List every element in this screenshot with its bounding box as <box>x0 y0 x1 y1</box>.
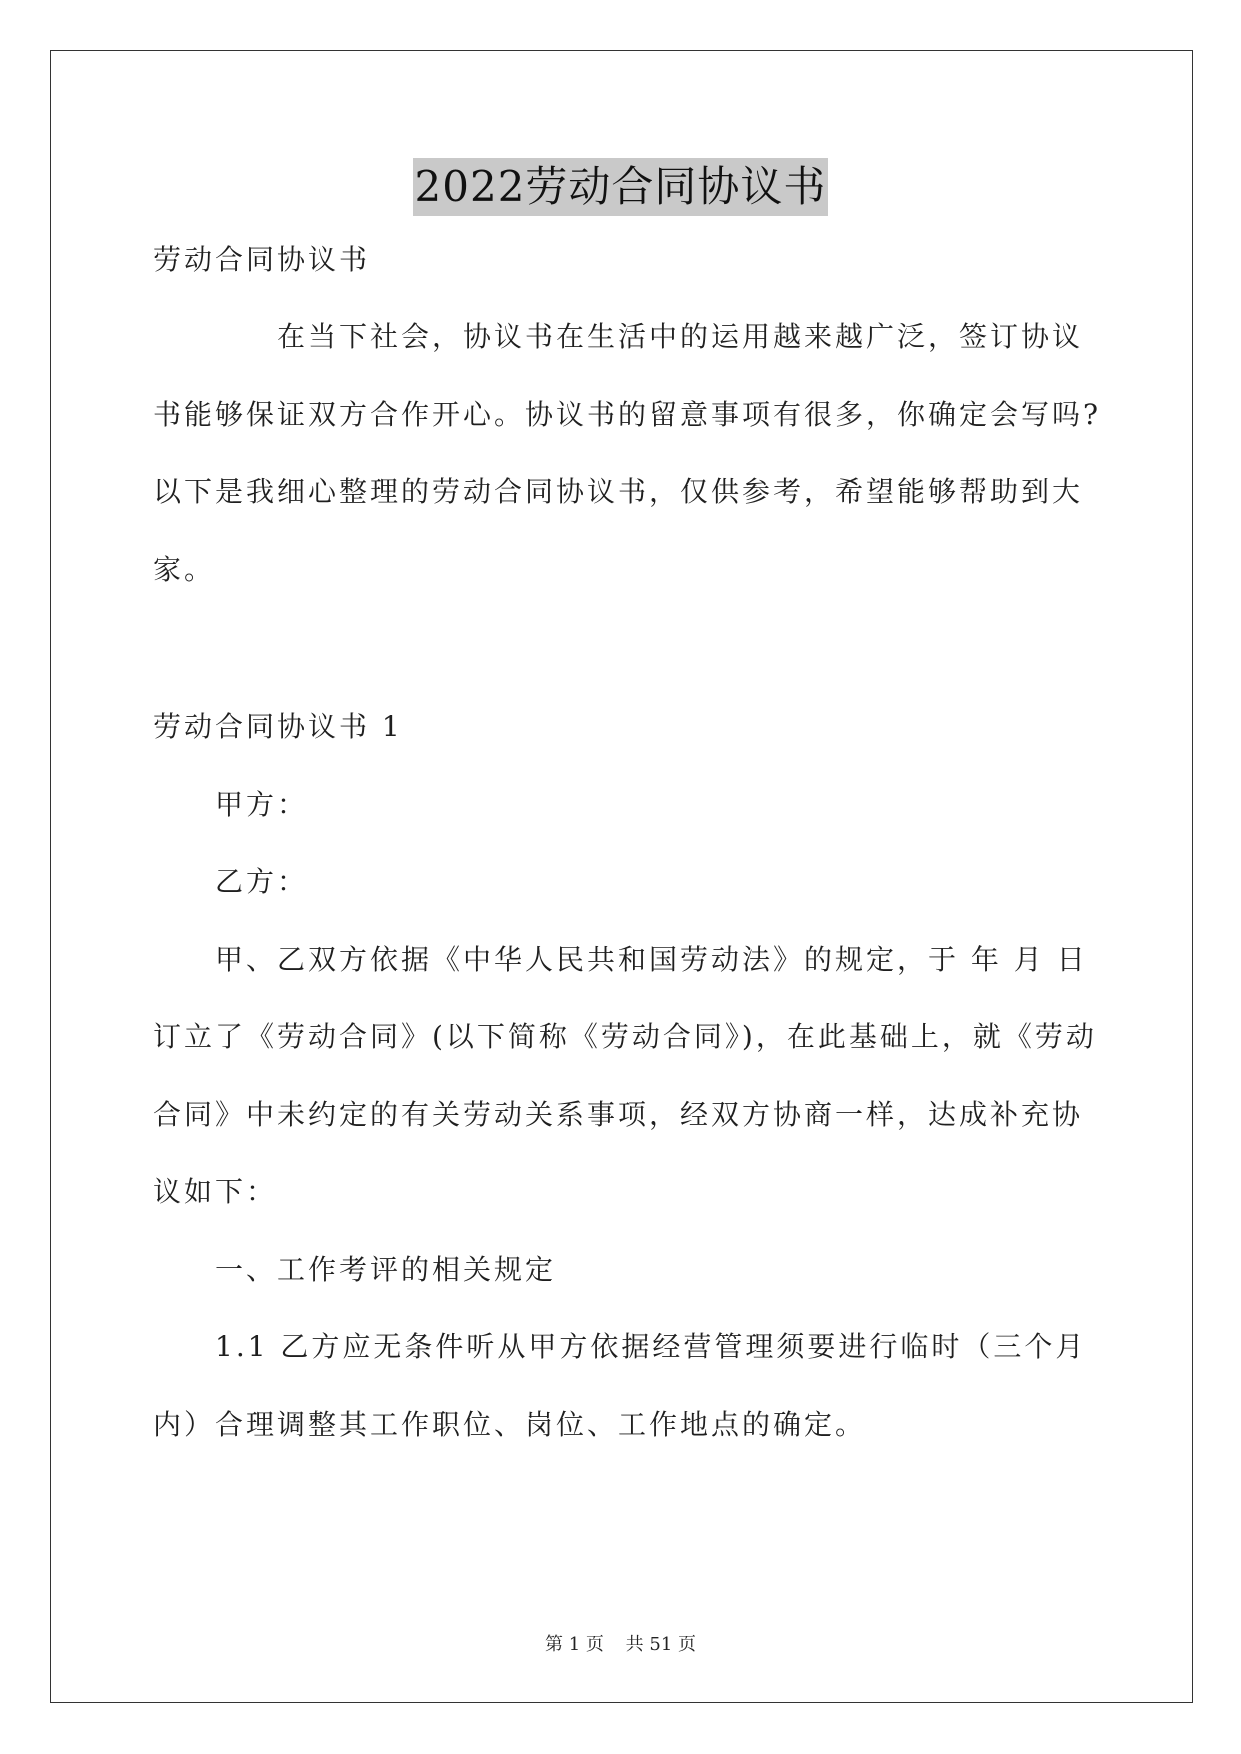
document-title: 2022劳动合同协议书 <box>413 158 829 216</box>
paragraph-line: 在当下社会，协议书在生活中的运用越来越广泛，签订协议 <box>277 320 1084 353</box>
paragraph-line: 1.1 乙方应无条件听从甲方依据经营管理须要进行临时（三个月 <box>215 1330 1087 1363</box>
page-total: 共 51 页 <box>625 1634 696 1655</box>
paragraph-line: 甲、乙双方依据《中华人民共和国劳动法》的规定，于 年 月 日 <box>215 943 1088 976</box>
section-heading: 劳动合同协议书 <box>153 243 371 276</box>
paragraph-line: 合同》中未约定的有关劳动关系事项，经双方协商一样，达成补充协 <box>153 1098 1084 1131</box>
party-a-label: 甲方： <box>215 788 309 821</box>
paragraph-line: 订立了《劳动合同》(以下简称《劳动合同》)，在此基础上，就《劳动 <box>153 1020 1097 1053</box>
paragraph-line: 内）合理调整其工作职位、岗位、工作地点的确定。 <box>153 1408 867 1441</box>
section-heading: 劳动合同协议书 1 <box>153 710 403 743</box>
paragraph-line: 议如下： <box>153 1175 278 1208</box>
clause-heading: 一、工作考评的相关规定 <box>215 1253 557 1286</box>
page-footer <box>0 1630 1241 1656</box>
page-number: 第 1 页 <box>545 1634 604 1655</box>
party-b-label: 乙方： <box>215 865 309 898</box>
paragraph-line: 以下是我细心整理的劳动合同协议书，仅供参考，希望能够帮助到大 <box>153 475 1084 508</box>
title-wrap <box>0 158 1241 216</box>
paragraph-line: 书能够保证双方合作开心。协议书的留意事项有很多，你确定会写吗? <box>153 398 1102 431</box>
paragraph-line: 家。 <box>153 553 216 586</box>
